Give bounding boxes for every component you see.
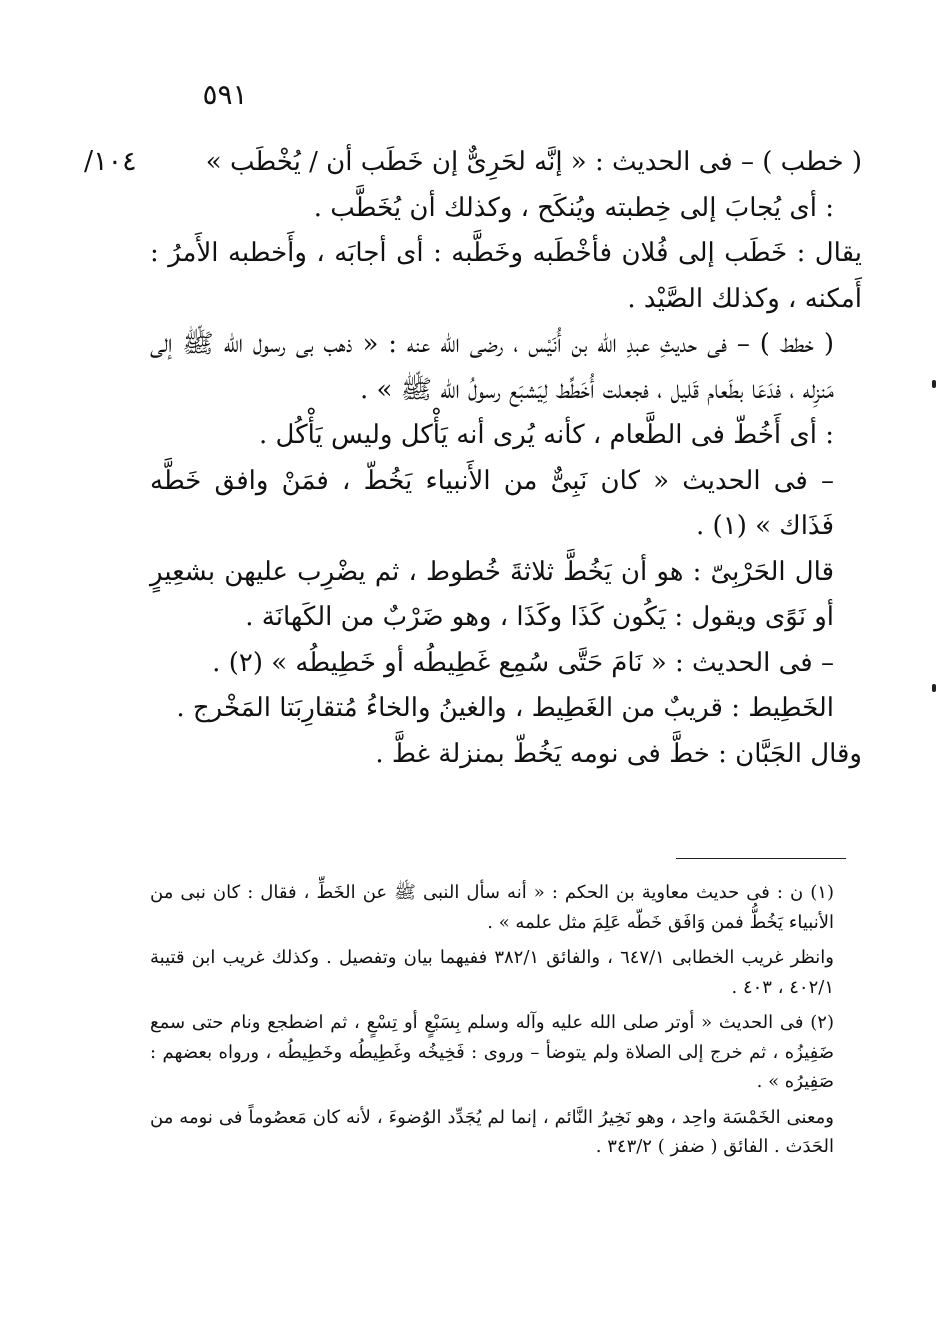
- paragraph: : أى يُجابَ إلى خِطبته ويُنكَح ، وكذلك أن يُخَطَّب .: [313, 192, 834, 223]
- paragraph: يقال : خَطَب إلى فُلان فأخْطَبه وخَطَّبه : أى أجابَه ، وأَخطبه الأَمرُ : أَمكنه ، وكذلك الصَّيْد .: [150, 238, 862, 314]
- paragraph: : أى أَخُطّ فى الطَّعام ، كأنه يُرى أنه يَأْكل وليس يَأْكُل .: [258, 420, 834, 450]
- footnote: وانظر غريب الخطابى ٦٤٧/١ ، والفائق ٣٨٢/١ ففيهما بيان وتفصيل . وكذلك غريب ابن قتيبة ٤٠٢/١ ، ٤٠٣ .: [150, 947, 835, 998]
- page-number: ٥٩١: [202, 78, 248, 111]
- footnote: ومعنى الخَمْسَة واحِد ، وهو نَخِيرُ النَّائم ، إنما لم يُجَدِّد الوُضوءَ ، لأنه كان مَعصُوماً فى نومه من الحَدَث . الفائق ( ضفز ) ٣٤٣/٢ .: [150, 1106, 834, 1157]
- footnote: (٢) فى الحديث « أوتر صلى الله عليه وآله وسلم بِسَبْعٍ أو تِسْعٍ ، ثم اضطجع ونام حتى سمع ضَفِيزُه ، ثم خرج إلى الصلاة ولم يتوضأ – وروى : فَخِيخُه وغَطِيطُه وخَطِيطُه ، ورواه بعضهم : صَفِيرُه » .: [150, 1012, 834, 1092]
- paragraph: قال الحَرْبِىّ : هو أن يَخُطَّ ثلاثةَ خُطوط ، ثم يضْرِب عليهن بشعِيرٍ أو نَوًى ويقول : يَكُون كَذَا وكَذَا ، وهو ضَرْبٌ من الكَهانَة .: [150, 556, 834, 632]
- footnote-divider: [676, 858, 846, 859]
- footnotes: [150, 878, 862, 1168]
- paragraph: وقال الجَبَّان : خطَّ فى نومه يَخُطّ بمنزلة غطَّ .: [375, 738, 862, 769]
- main-text: [150, 140, 862, 777]
- paragraph: الخَطِيط : قريبٌ من الغَطِيط ، والغينُ والخاءُ مُتقارِبَتا المَخْرج .: [176, 693, 834, 723]
- margin-reference: ١٠٤/: [84, 146, 137, 177]
- scan-mark: [932, 684, 936, 692]
- paragraph: – فى الحديث « كان نَبِىٌّ من الأَنبياء يَخُطّ ، فمَنْ وافق خَطَّه فَذَاك » (١) .: [150, 465, 834, 541]
- footnote: (١) ن : فى حديث معاوية بن الحكم : « أنه سأل النبى ﷺ عن الخَطِّ ، فقال : كان نبى من الأنبياء يَخُطُّ فمن وَافَق خَطّه عَلِمَ مثل علمه » .: [150, 882, 834, 933]
- paragraph: ( خطب ) – فى الحديث : « إنَّه لحَرِىٌّ إن خَطَب أن / يُخْطَب »: [205, 147, 862, 177]
- scan-mark: [932, 380, 936, 388]
- paragraph: ( خطط ) – فى حديثِ عبدِ الله بن أُنَيْس ، رضى الله عنه : « ذهب بى رسول الله ﷺ إلى مَنزِله ، فدَعَا بطَعام قَليل ، فجعلت أُخَطِّط لِيَشبَع رسولُ الله ﷺ » .: [150, 329, 834, 405]
- paragraph: – فى الحديث : « نَامَ حَتَّى سُمِع غَطِيطُه أو خَطِيطُه » (٢) .: [212, 647, 834, 678]
